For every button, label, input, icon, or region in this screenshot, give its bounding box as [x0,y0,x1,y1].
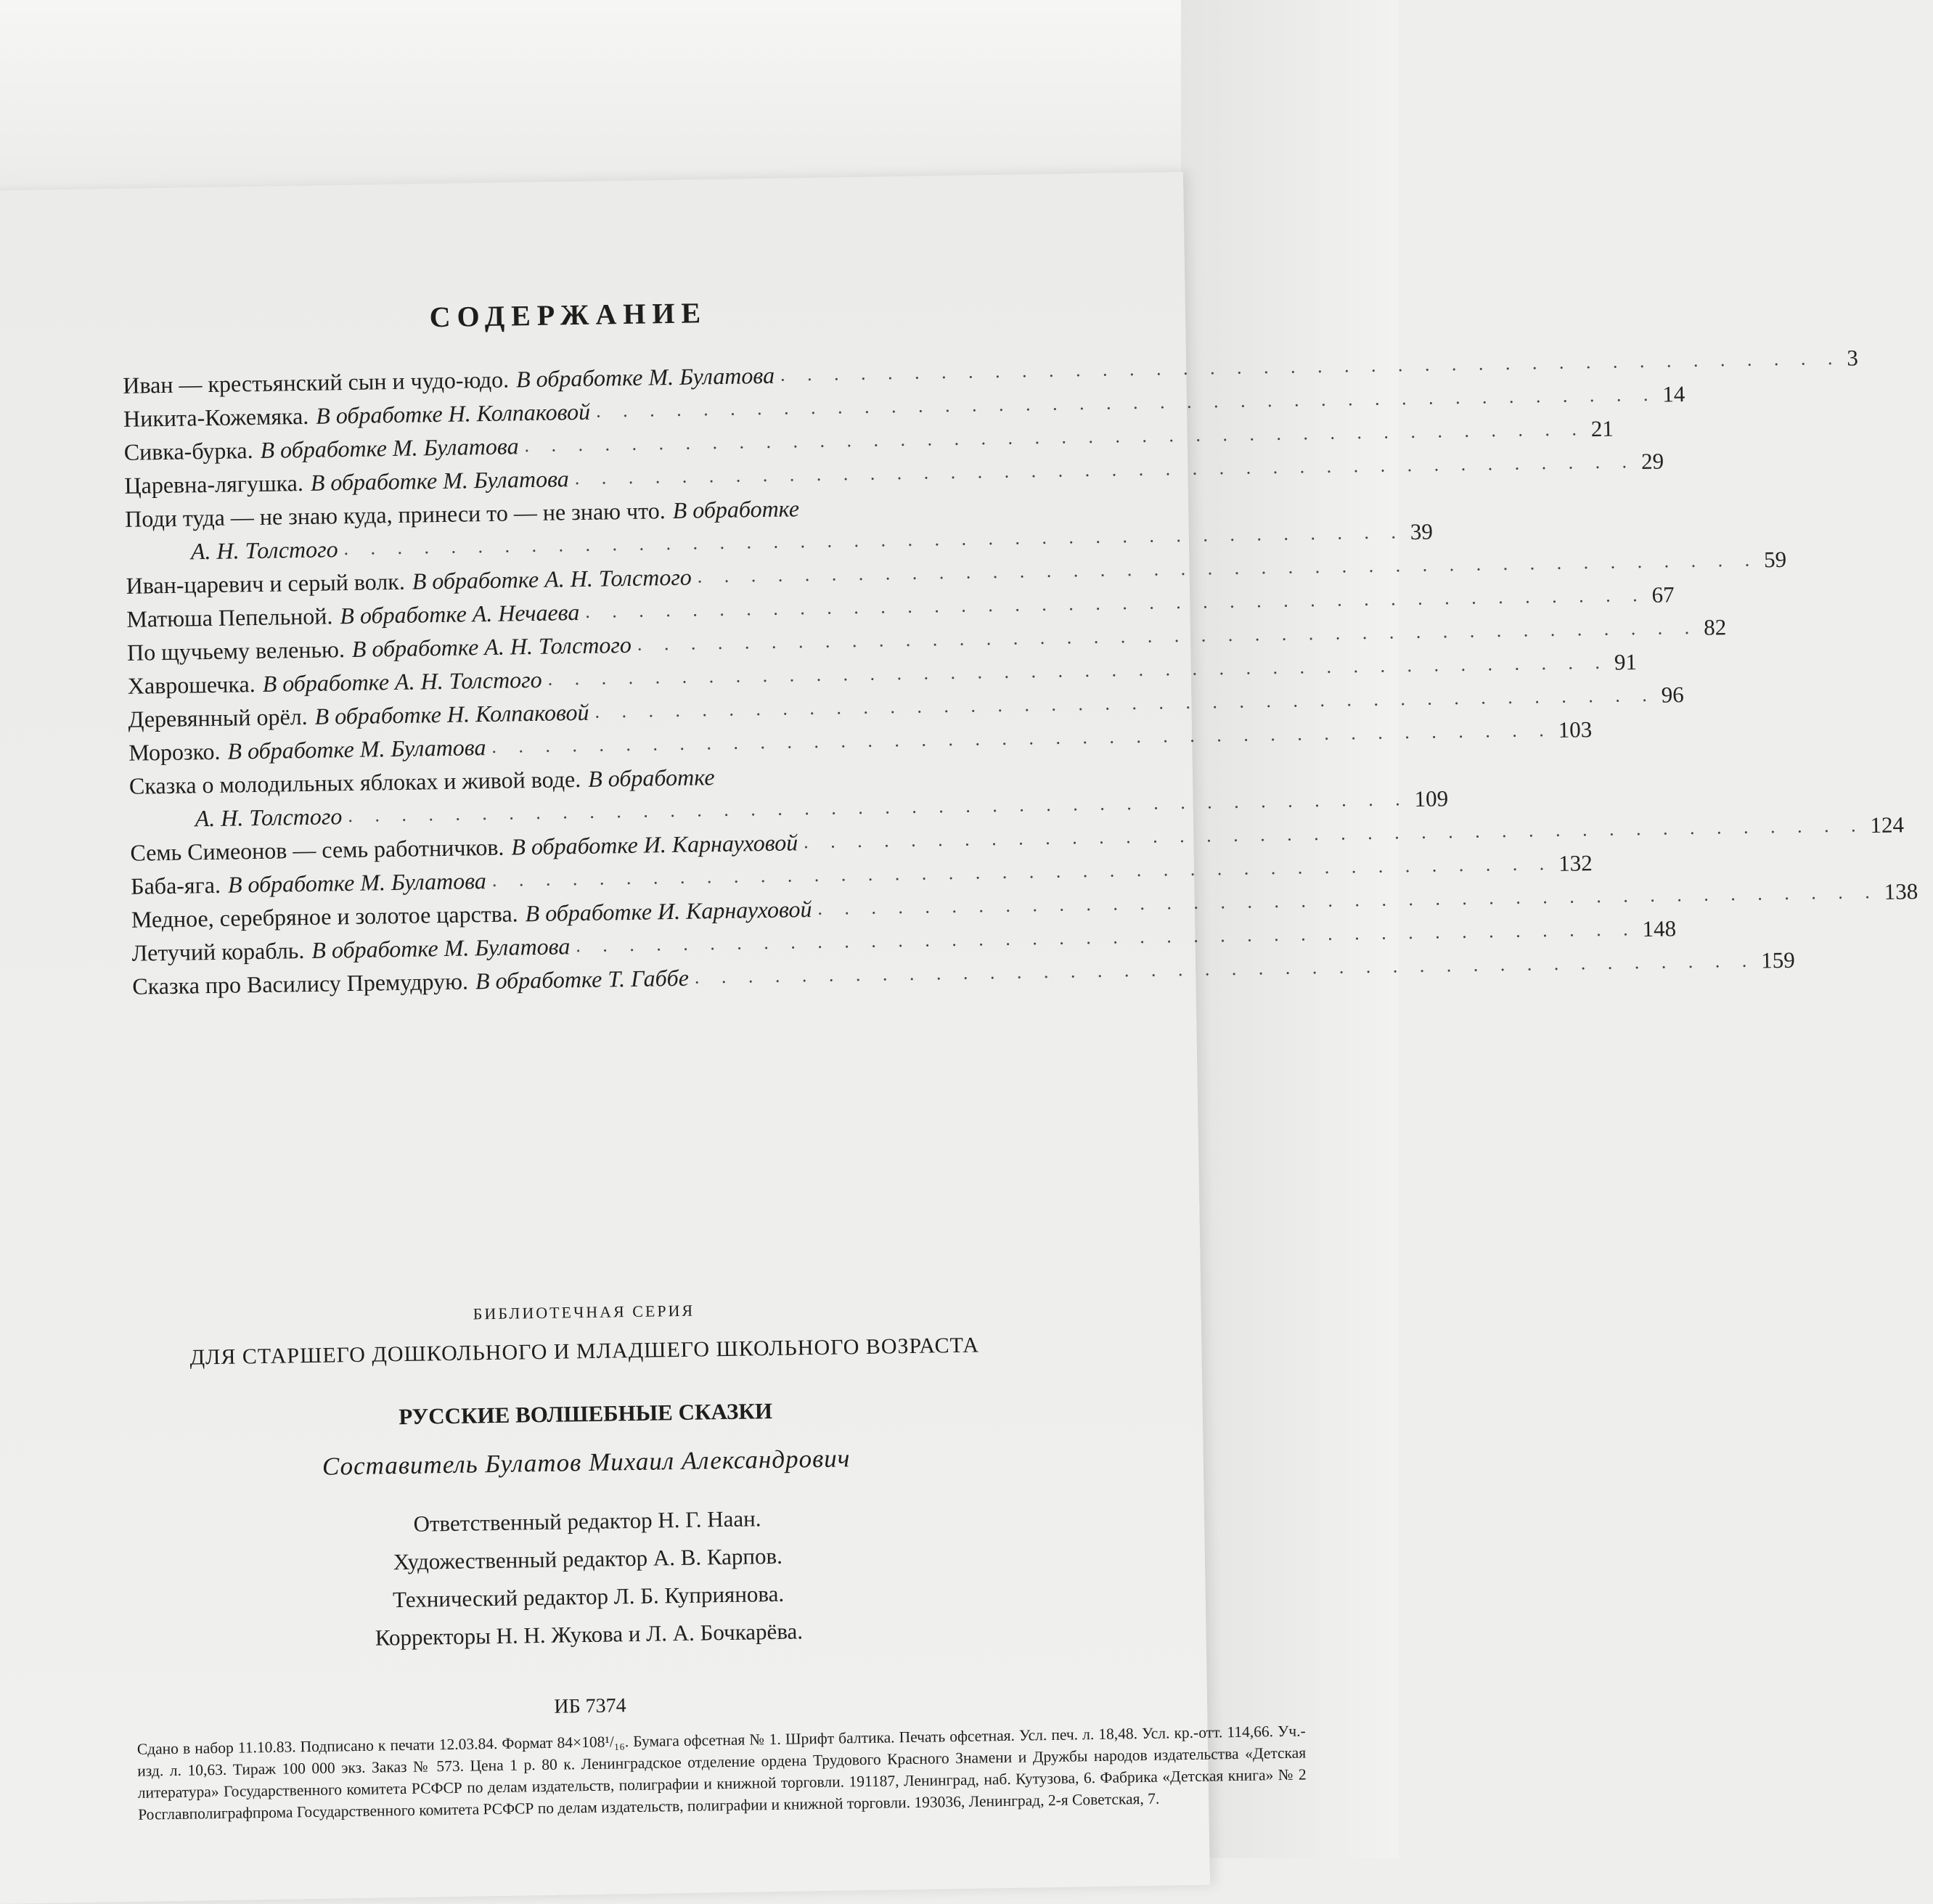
toc-leader-dots: . . . . . . . . . . . . . . . . . . . . . . . . . . . . . . . . . . . . . . . . [574,451,1636,489]
toc-entry-adaptation: В обработке М. Булатова [227,734,486,764]
toc-entry-title: Морозко. [128,738,221,766]
toc-entry-adaptation: В обработке А. Н. Толстого [412,563,692,595]
credit-line: Корректоры Н. Н. Жукова и Л. А. Бочкарёва. [375,1618,804,1651]
toc-leader-dots: . . . . . . . . . . . . . . . . . . . . . . . . . . . . . . . . . . . . . . . . [343,521,1405,560]
toc-entry-adaptation: В обработке Т. Габбе [475,964,690,994]
toc-leader-dots: . . . . . . . . . . . . . . . . . . . . . . . . . . . . . . . . . . . . . . . . [547,651,1609,690]
toc-heading: СОДЕРЖАНИЕ [429,296,708,334]
toc-entry-adaptation: В обработке И. Карнауховой [511,829,798,860]
book-page [0,172,1918,1904]
toc-entry-page: 14 [1662,381,1685,407]
toc-entry-page: 3 [1847,345,1859,371]
credit-line: Технический редактор Л. Б. Куприянова. [392,1580,785,1613]
toc-leader-dots: . . . . . . . . . . . . . . . . . . . . . . . . . . . . . . . . . . . . . . . . [585,584,1646,622]
ib-number: ИБ 7374 [554,1694,626,1718]
toc-entry-page: 109 [1414,785,1449,812]
toc-list [123,345,1918,1002]
toc-entry-page: 21 [1590,415,1614,442]
toc-entry-adaptation: В обработке [587,764,715,792]
toc-entry-title: Баба-яга. [130,871,221,899]
toc-entry-title: Царевна-лягушка. [124,469,304,499]
toc-leader-dots: . . . . . . . . . . . . . . . . . . . . . . . . . . . . . . . . . . . . . . . . [817,881,1879,919]
colophon: Сдано в набор 11.10.83. Подписано к печати 12.03.84. Формат 84×108¹/₁₆. Бумага офсетная № 1. Шрифт балтика. Печать офсетная. Усл. печ. л. 18,48. Усл. кр.-отт. 114,66. Уч.-изд. л. 10,63. Тираж 100 000 экз. Заказ № 573. Цена 1 р. 80 к. Ленинградское отделение ордена Трудового Красного Знамени и Дружбы народов издательства «Детская литература» Государственного комитета РСФСР по делам издательств, полиграфии и книжной торговли. 191187, Ленинград, наб. Кутузова, 6. Фабрика «Детская книга» № 2 Росглавполиграфпрома Государственного комитета РСФСР по делам издательств, полиграфии и книжной торговли. 193036, Ленинград, 2-я Советская, 7. [136,1722,1307,1823]
toc-entry-page: 159 [1760,947,1795,973]
toc-entry-adaptation: В обработке Н. Колпаковой [314,698,589,730]
toc-leader-dots: . . . . . . . . . . . . . . . . . . . . . . . . . . . . . . . . . . . . . . . . [491,853,1553,891]
toc-entry-title: Иван-царевич и серый волк. [126,568,406,599]
book-title: РУССКИЕ ВОЛШЕБНЫЕ СКАЗКИ [399,1397,773,1430]
toc-entry-title: Летучий корабль. [131,937,305,966]
toc-leader-dots: . . . . . . . . . . . . . . . . . . . . . . . . . . . . . . . . . . . . . . . . [491,719,1553,757]
toc-entry-adaptation: В обработке А. Н. Толстого [351,631,632,662]
credit-line: Художественный редактор А. В. Карпов. [393,1543,783,1575]
toc-entry-adaptation: В обработке Н. Колпаковой [315,398,591,429]
toc-entry-title: Медное, серебряное и золотое царства. [131,900,518,933]
toc-entry-page: 132 [1558,850,1593,876]
toc-entry-page: 124 [1870,812,1905,838]
toc-entry-title: Сивка-бурка. [123,437,253,465]
toc-entry-page: 67 [1651,581,1675,608]
compiler-line: Составитель Булатов Михаил Александрович [322,1444,851,1481]
toc-entry-adaptation: В обработке И. Карнауховой [525,896,812,927]
toc-entry-adaptation: В обработке М. Булатова [310,465,570,496]
toc-entry-adaptation: А. Н. Толстого [195,803,343,832]
toc-entry-page: 138 [1884,878,1918,904]
toc-leader-dots: . . . . . . . . . . . . . . . . . . . . . . . . . . . . . . . . . . . . . . . . [694,949,1756,988]
toc-entry-adaptation: А. Н. Толстого [190,536,338,565]
toc-entry-adaptation: В обработке М. Булатова [311,933,571,963]
toc-entry-page: 59 [1763,546,1787,573]
toc-entry-title: Никита-Кожемяка. [123,402,309,432]
audience-label: ДЛЯ СТАРШЕГО ДОШКОЛЬНОГО И МЛАДШЕГО ШКОЛЬНОГО ВОЗРАСТА [189,1333,980,1370]
toc-entry-page: 91 [1614,649,1638,675]
toc-entry-adaptation: В обработке [672,495,800,523]
toc-entry-title: По щучьему веленью. [126,636,346,666]
toc-leader-dots: . . . . . . . . . . . . . . . . . . . . . . . . . . . . . . . . . . . . . . . . [348,788,1409,827]
toc-entry-adaptation: В обработке М. Булатова [227,867,487,898]
toc-leader-dots: . . . . . . . . . . . . . . . . . . . . . . . . . . . . . . . . . . . . . . . . [594,684,1656,722]
toc-leader-dots: . . . . . . . . . . . . . . . . . . . . . . . . . . . . . . . . . . . . . . . . [780,347,1842,385]
toc-entry-page: 103 [1558,716,1593,743]
toc-entry-title: Иван — крестьянский сын и чудо-юдо. [123,366,510,399]
toc-entry-adaptation: В обработке А. Н. Толстого [262,666,542,697]
toc-entry-page: 82 [1703,614,1727,640]
toc-leader-dots: . . . . . . . . . . . . . . . . . . . . . . . . . . . . . . . . . . . . . . . . [595,383,1657,422]
toc-leader-dots: . . . . . . . . . . . . . . . . . . . . . . . . . . . . . . . . . . . . . . . . [803,814,1865,853]
toc-entry-page: 96 [1661,682,1685,708]
toc-leader-dots: . . . . . . . . . . . . . . . . . . . . . . . . . . . . . . . . . . . . . . . . [576,918,1637,957]
toc-entry-title: Хаврошечка. [127,671,256,699]
toc-entry-page: 29 [1640,448,1664,475]
toc-entry-title: Семь Симеонов — семь работничков. [130,833,504,866]
credit-line: Ответственный редактор Н. Г. Наан. [413,1505,761,1537]
toc-entry-title: Сказка про Василису Премудрую. [132,968,469,1000]
toc-entry-adaptation: В обработке А. Нечаева [340,599,580,629]
toc-entry-title: Матюша Пепельной. [126,602,333,632]
toc-entry-title: Сказка о молодильных яблоках и живой воде. [128,766,581,799]
toc-entry-title: Деревянный орёл. [128,703,308,732]
toc-entry-page: 39 [1410,518,1434,545]
toc-leader-dots: . . . . . . . . . . . . . . . . . . . . . . . . . . . . . . . . . . . . . . . . [637,616,1699,655]
toc-entry-adaptation: В обработке М. Булатова [260,433,519,463]
toc-entry-page: 148 [1642,915,1677,942]
toc-leader-dots: . . . . . . . . . . . . . . . . . . . . . . . . . . . . . . . . . . . . . . . . [524,418,1586,457]
toc-leader-dots: . . . . . . . . . . . . . . . . . . . . . . . . . . . . . . . . . . . . . . . . [697,549,1759,587]
series-label: БИБЛИОТЕЧНАЯ СЕРИЯ [473,1301,695,1323]
toc-entry-adaptation: В обработке М. Булатова [515,361,775,393]
toc-entry-title: Поди туда — не знаю куда, принеси то — не знаю что. [124,497,666,532]
credits-list [0,1493,1185,1663]
